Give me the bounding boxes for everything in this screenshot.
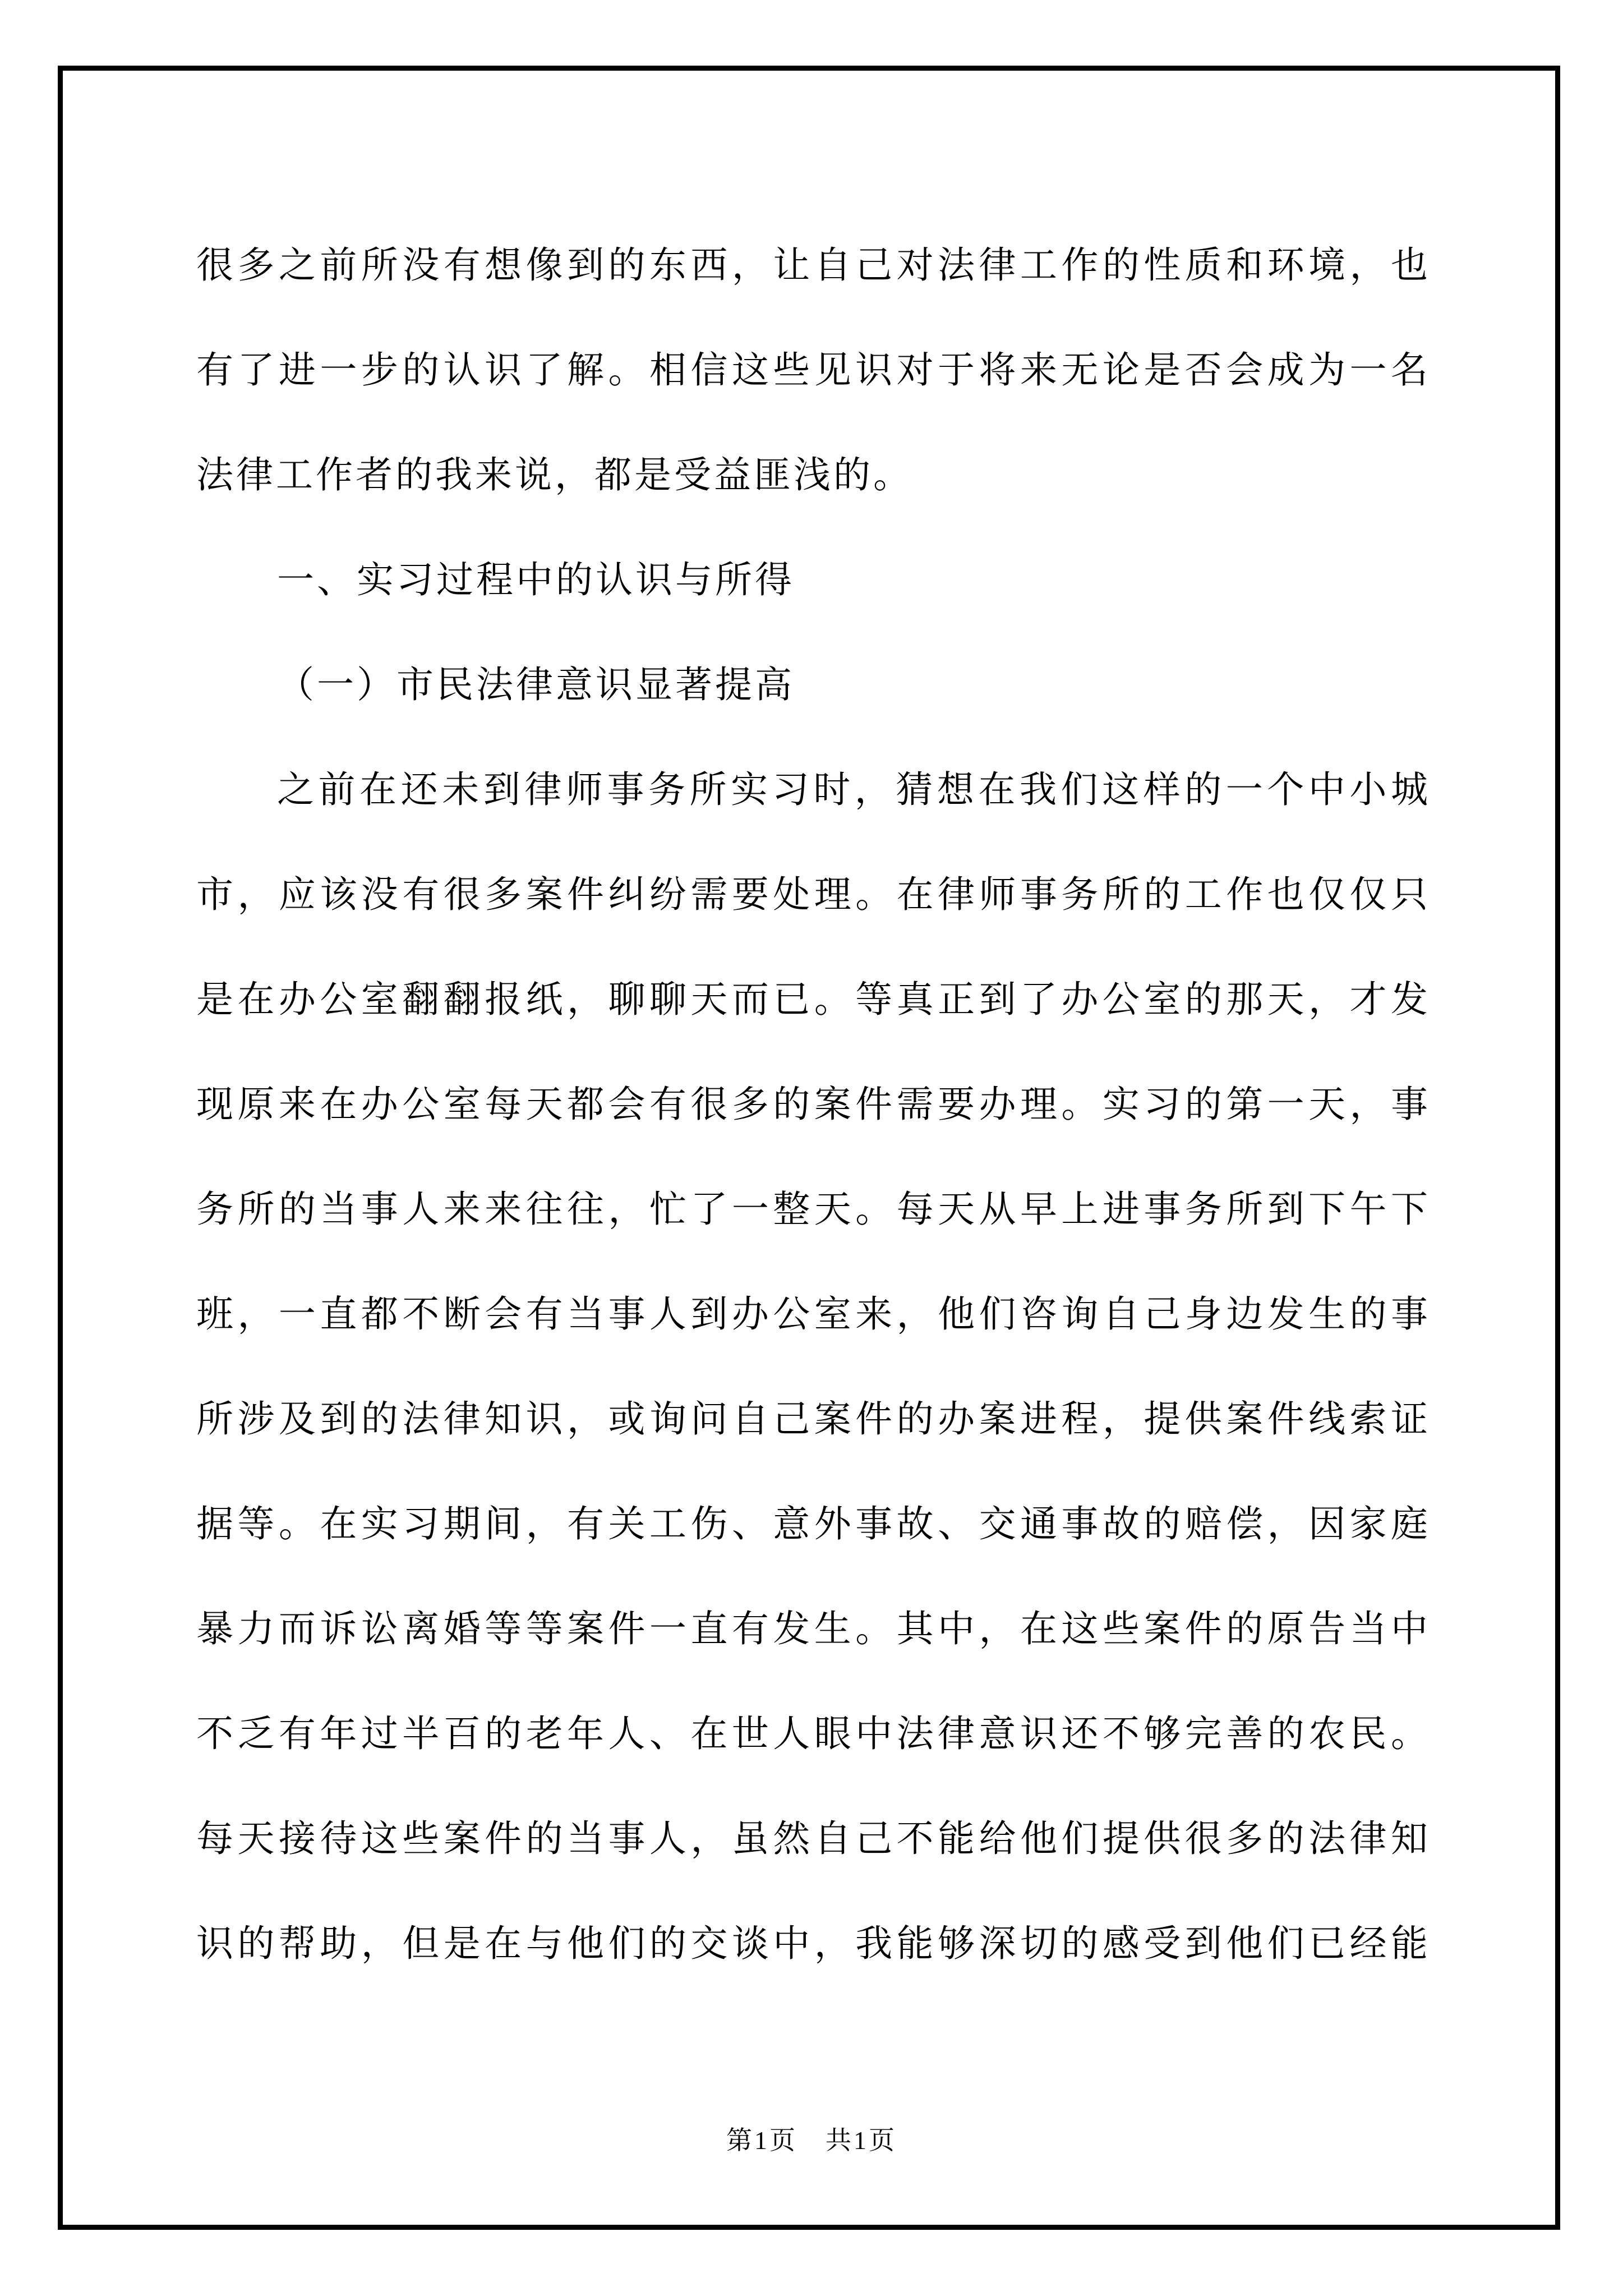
subsection-heading: （一）市民法律意识显著提高 [277, 665, 795, 706]
text-line: 务所的当事人来来往往，忙了一整天。每天从早上进事务所到下午下 [196, 1189, 1428, 1230]
text-line: 不乏有年过半百的老年人、在世人眼中法律意识还不够完善的农民。 [196, 1714, 1428, 1755]
text-line: 之前在还未到律师事务所实习时，猜想在我们这样的一个中小城 [277, 770, 1428, 811]
text-line: 现原来在办公室每天都会有很多的案件需要办理。实习的第一天，事 [196, 1084, 1428, 1125]
section-heading: 一、实习过程中的认识与所得 [277, 560, 795, 601]
text-line: 每天接待这些案件的当事人，虽然自己不能给他们提供很多的法律知 [196, 1819, 1428, 1860]
text-line: 很多之前所没有想像到的东西，让自己对法律工作的性质和环境，也 [196, 245, 1428, 286]
text-line: 有了进一步的认识了解。相信这些见识对于将来无论是否会成为一名 [196, 350, 1428, 391]
document-body [196, 213, 1428, 1996]
text-line: 班，一直都不断会有当事人到办公室来，他们咨询自己身边发生的事 [196, 1294, 1428, 1335]
text-line: 所涉及到的法律知识，或询问自己案件的办案进程，提供案件线索证 [196, 1399, 1428, 1440]
text-line: 识的帮助，但是在与他们的交谈中，我能够深切的感受到他们已经能 [196, 1924, 1428, 1964]
text-line: 暴力而诉讼离婚等等案件一直有发生。其中，在这些案件的原告当中 [196, 1609, 1428, 1650]
text-line: 法律工作者的我来说，都是受益匪浅的。 [196, 455, 913, 496]
text-line: 市，应该没有很多案件纠纷需要处理。在律师事务所的工作也仅仅只 [196, 875, 1428, 915]
text-line: 据等。在实习期间，有关工伤、意外事故、交通事故的赔偿，因家庭 [196, 1504, 1428, 1545]
text-line: 是在办公室翻翻报纸，聊聊天而已。等真正到了办公室的那天，才发 [196, 979, 1428, 1020]
page-footer: 第1页 共1页 [726, 2126, 897, 2155]
